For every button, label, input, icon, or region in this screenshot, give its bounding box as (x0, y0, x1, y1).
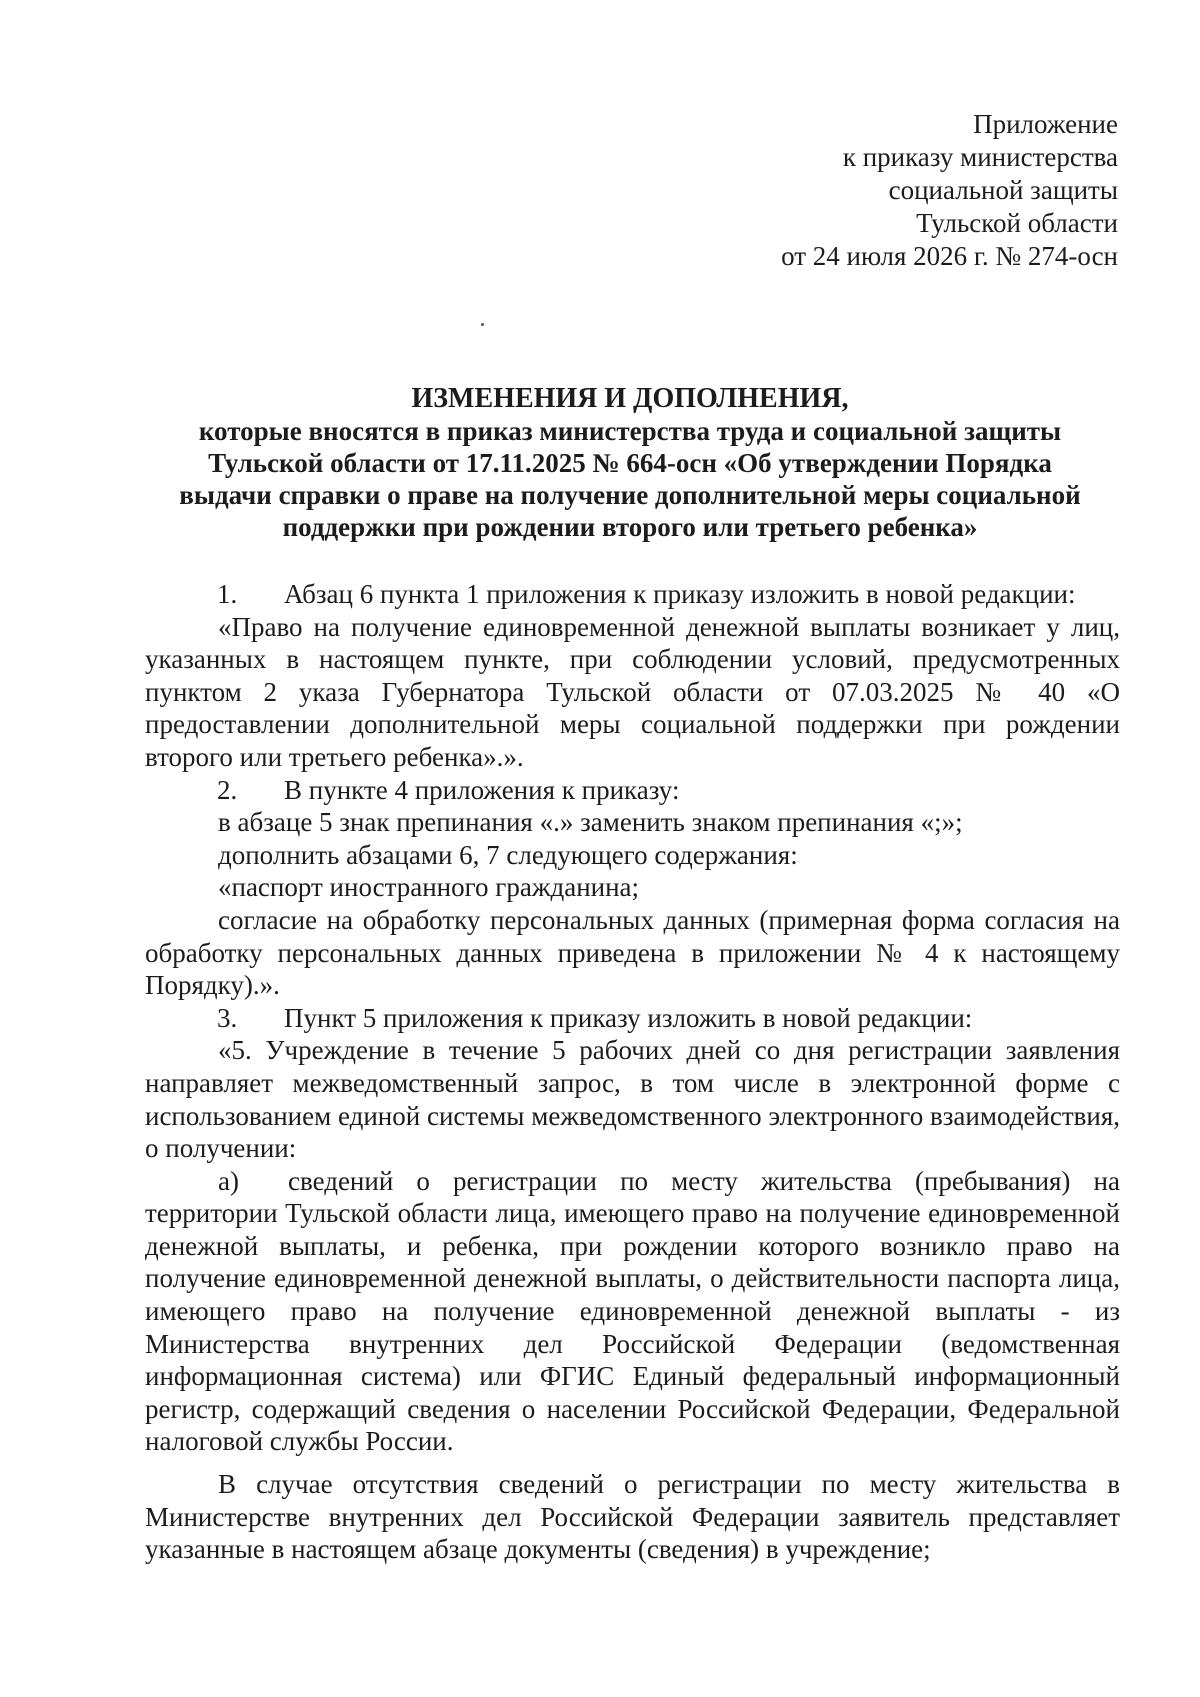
appendix-line: социальной защиты (888, 175, 1118, 205)
item-1 (145, 578, 1120, 611)
subitem-text: сведений о регистрации по месту жительства (пребывания) на территории Тульской области лица, имеющего право на получение единовременной денежной выплаты, и ребенка, при рождении которого возникло право на получение единовременной денежной выплаты, о действительности паспорта лица, имеющего право на получение единовременной денежной выплаты - из Министерства внутренних дел Российской Федерации (ведомственная информационная система) или ФГИС Единый федеральный информационный регистр, содержащий сведения о населении Российской Федерации, Федеральной налоговой службы России. (145, 1165, 1120, 1457)
paragraph: «паспорт иностранного гражданина; (218, 872, 640, 903)
title-main: ИЗМЕНЕНИЯ И ДОПОЛНЕНИЯ, (411, 383, 849, 414)
item-text: В пункте 4 приложения к приказу: (284, 774, 680, 805)
appendix-line: от 24 июля 2026 г. № 274-осн (781, 241, 1118, 271)
document-body (145, 578, 1120, 1566)
title-line: поддержки при рождении второго или третьего ребенка» (282, 512, 978, 542)
item-text: Пункт 5 приложения к приказу изложить в новой редакции: (284, 1002, 973, 1033)
appendix-line: Приложение (973, 109, 1118, 139)
subitem-a (145, 1165, 1120, 1458)
item-3 (145, 1002, 1120, 1035)
paragraph: в абзаце 5 знак препинания «.» заменить знаком препинания «;»; (218, 807, 963, 838)
item-number: 1. (217, 579, 238, 609)
item-text: Абзац 6 пункта 1 приложения к приказу изложить в новой редакции: (284, 579, 1076, 609)
appendix-header (781, 108, 1118, 273)
paragraph: «Право на получение единовременной денежной выплаты возникает у лиц, указанных в настоящем пункте, при соблюдении условий, предусмотренных пунктом 2 указа Губернатора Тульской области от 07.03.2025 № 40 «О предоставлении дополнительной меры социальной поддержки при рождении второго или третьего ребенка».». (145, 611, 1120, 772)
title-line: выдачи справки о праве на получение дополнительной меры социальной (179, 480, 1081, 510)
scan-speck (481, 323, 484, 326)
item-number: 2. (217, 774, 238, 805)
appendix-line: к приказу министерства (842, 142, 1118, 172)
paragraph: В случае отсутствия сведений о регистрации по месту жительства в Министерстве внутренних дел Российской Федерации заявитель представляет указанные в настоящем абзаце документы (сведения) в учреждение; (145, 1469, 1120, 1565)
paragraph: дополнить абзацами 6, 7 следующего содержания: (218, 839, 798, 870)
document-title (140, 382, 1120, 543)
title-line: Тульской области от 17.11.2025 № 664-осн «Об утверждении Порядка (208, 448, 1052, 478)
item-number: 3. (217, 1002, 238, 1033)
title-line: которые вносятся в приказ министерства труда и социальной защиты (198, 416, 1062, 446)
paragraph: «5. Учреждение в течение 5 рабочих дней со дня регистрации заявления направляет межведомственный запрос, в том числе в электронной форме с использованием единой системы межведомственного электронного взаимодействия, о получении: (145, 1035, 1120, 1164)
paragraph: согласие на обработку персональных данных (примерная форма согласия на обработку персональных данных приведена в приложении № 4 к настоящему Порядку).». (145, 904, 1120, 1001)
item-2 (145, 774, 1120, 807)
appendix-line: Тульской области (916, 208, 1118, 238)
subitem-label: а) (218, 1165, 239, 1196)
